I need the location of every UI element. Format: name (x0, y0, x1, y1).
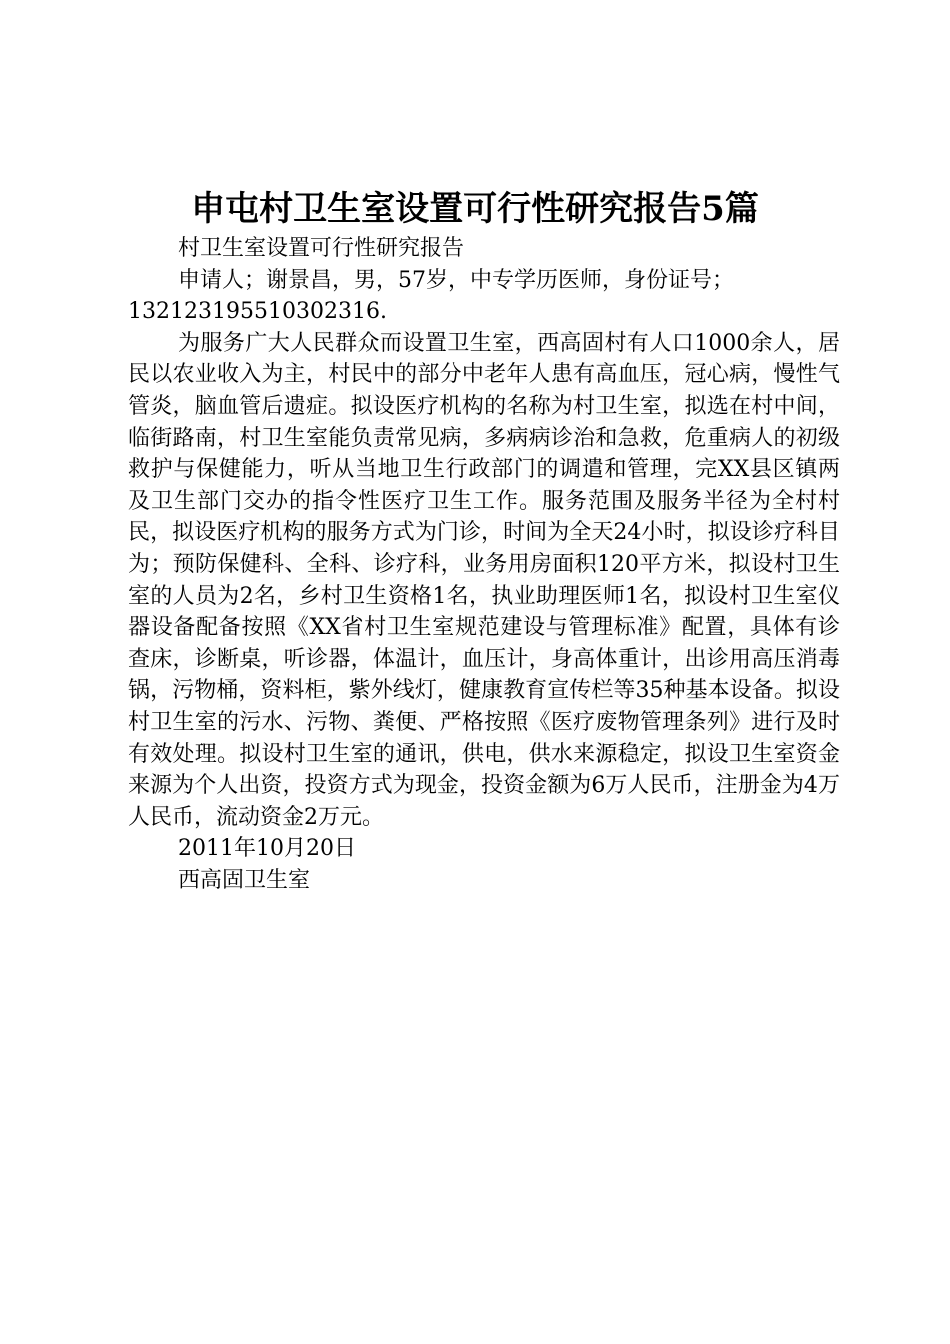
id-number: 132123195510302316. (128, 299, 387, 325)
report-subtitle: 村卫生室设置可行性研究报告 (178, 236, 465, 261)
document-body (128, 233, 840, 896)
body-paragraph: 为服务广大人民群众而设置卫生室，西高固村有人口1000余人，居民以农业收入为主，村民中的部分中老年人患有高血压，冠心病，慢性气管炎，脑血管后遗症。拟设医疗机构的名称为村卫生室，拟选在村中间，临街路南，村卫生室能负责常见病，多病病诊治和急救，危重病人的初级救护与保健能力，听从当地卫生行政部门的调遣和管理，完XX县区镇两及卫生部门交办的指令性医疗卫生工作。服务范围及服务半径为全村村民，拟设医疗机构的服务方式为门诊，时间为全天24小时，拟设诊疗科目为；预防保健科、全科、诊疗科，业务用房面积120平方米，拟设村卫生室的人员为2名，乡村卫生资格1名，执业助理医师1名，拟设村卫生室仪器设备配备按照《XX省村卫生室规范建设与管理标准》配置，具体有诊查床，诊断桌，听诊器，体温计，血压计，身高体重计，出诊用高压消毒锅，污物桶，资料柜，紫外线灯，健康教育宣传栏等35种基本设备。拟设村卫生室的污水、污物、粪便、严格按照《医疗废物管理条列》进行及时有效处理。拟设村卫生室的通讯，供电，供水来源稳定，拟设卫生室资金来源为个人出资，投资方式为现金，投资金额为6万人民币，注册金为4万人民币，流动资金2万元。 (128, 330, 840, 830)
applicant-line: 申请人；谢景昌，男，57岁，中专学历医师，身份证号； (178, 267, 734, 293)
document-title: 申屯村卫生室设置可行性研究报告5篇 (191, 189, 759, 229)
signature: 西高固卫生室 (178, 867, 311, 893)
document-date: 2011年10月20日 (178, 836, 356, 862)
